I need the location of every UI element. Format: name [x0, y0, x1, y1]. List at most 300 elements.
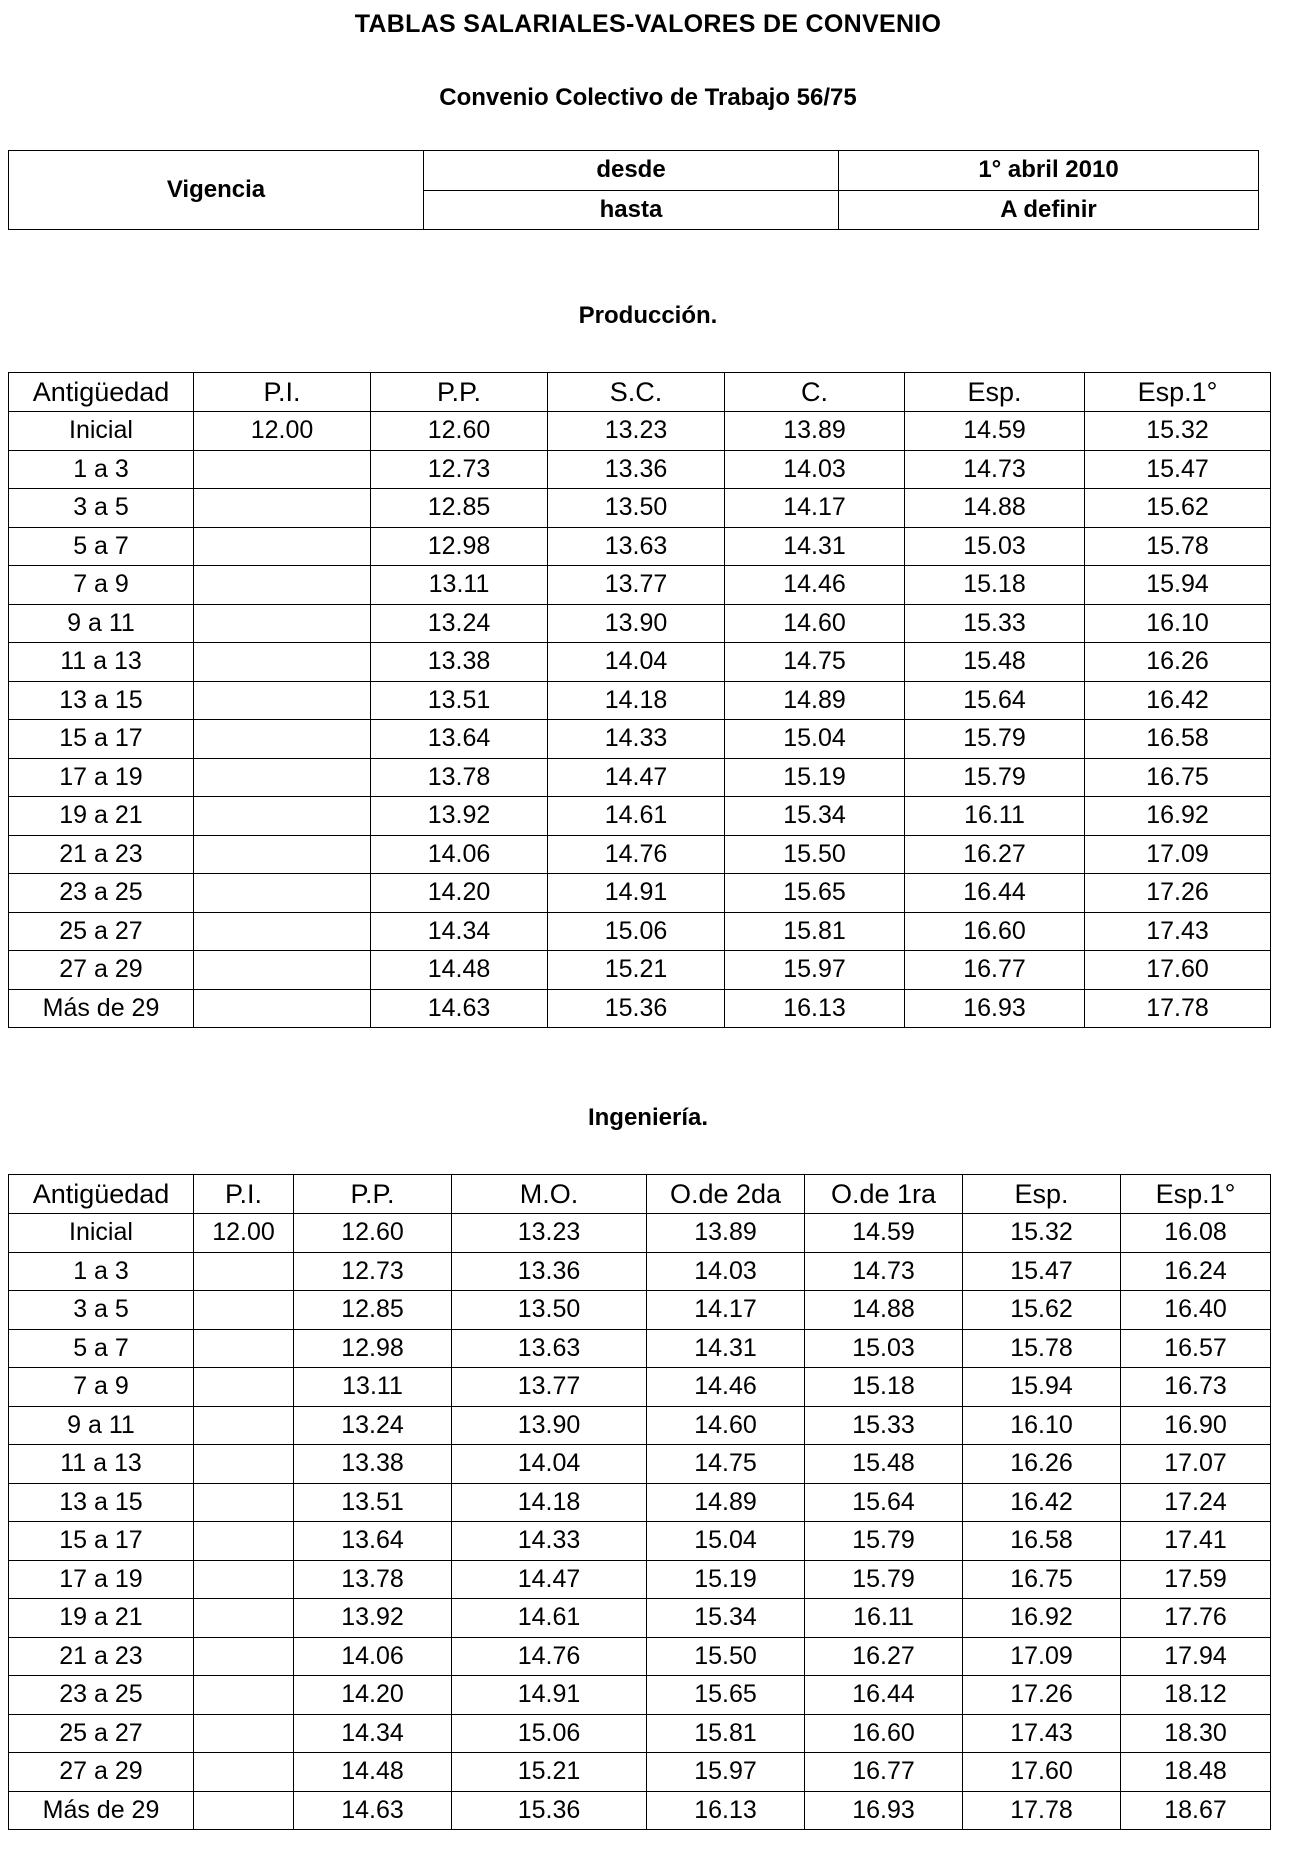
column-header: S.C.: [548, 373, 725, 412]
salary-cell: 16.11: [805, 1599, 963, 1638]
salary-cell: 16.60: [905, 912, 1085, 951]
salary-cell: [194, 758, 371, 797]
salary-cell: 14.34: [294, 1714, 452, 1753]
salary-cell: 12.98: [294, 1329, 452, 1368]
salary-cell: 15.18: [905, 566, 1085, 605]
antiguedad-cell: 27 a 29: [9, 951, 194, 990]
salary-cell: 15.65: [725, 874, 905, 913]
salary-cell: 16.08: [1121, 1214, 1271, 1253]
produccion-table: [8, 372, 1271, 1028]
antiguedad-cell: 5 a 7: [9, 1329, 194, 1368]
table-row: [9, 1676, 1271, 1715]
salary-cell: 15.79: [805, 1560, 963, 1599]
salary-cell: 15.62: [1085, 489, 1271, 528]
ingenieria-header-row: [9, 1175, 1271, 1214]
salary-cell: 14.31: [725, 527, 905, 566]
salary-cell: 15.47: [1085, 450, 1271, 489]
column-header: O.de 1ra: [805, 1175, 963, 1214]
salary-cell: [194, 604, 371, 643]
salary-cell: 17.26: [1085, 874, 1271, 913]
salary-cell: 17.60: [1085, 951, 1271, 990]
table-row: [9, 912, 1271, 951]
salary-cell: [194, 1329, 294, 1368]
salary-cell: 15.19: [725, 758, 905, 797]
salary-cell: 12.00: [194, 412, 371, 451]
vigencia-label: Vigencia: [9, 151, 424, 230]
table-row: [9, 1791, 1271, 1830]
salary-cell: 15.81: [725, 912, 905, 951]
salary-cell: 15.19: [647, 1560, 805, 1599]
salary-cell: 17.94: [1121, 1637, 1271, 1676]
salary-cell: 14.88: [905, 489, 1085, 528]
salary-cell: 15.64: [905, 681, 1085, 720]
page-subtitle: Convenio Colectivo de Trabajo 56/75: [439, 84, 857, 111]
table-row: [9, 643, 1271, 682]
salary-cell: 14.18: [548, 681, 725, 720]
table-row: [9, 1406, 1271, 1445]
salary-cell: 14.61: [548, 797, 725, 836]
salary-cell: 18.67: [1121, 1791, 1271, 1830]
salary-cell: 14.20: [294, 1676, 452, 1715]
salary-cell: 15.32: [1085, 412, 1271, 451]
table-row: [9, 720, 1271, 759]
vigencia-hasta-label: hasta: [424, 190, 839, 230]
salary-cell: 16.24: [1121, 1252, 1271, 1291]
salary-cell: 15.36: [548, 989, 725, 1028]
salary-cell: 16.93: [905, 989, 1085, 1028]
table-row: [9, 1714, 1271, 1753]
column-header: Esp.1°: [1121, 1175, 1271, 1214]
table-row: [9, 758, 1271, 797]
antiguedad-cell: Más de 29: [9, 1791, 194, 1830]
salary-cell: 15.36: [452, 1791, 647, 1830]
salary-cell: 18.48: [1121, 1753, 1271, 1792]
salary-cell: 16.92: [963, 1599, 1121, 1638]
salary-cell: 13.77: [452, 1368, 647, 1407]
salary-cell: 14.47: [548, 758, 725, 797]
salary-cell: 14.46: [725, 566, 905, 605]
salary-cell: 12.85: [294, 1291, 452, 1330]
salary-cell: 13.64: [294, 1522, 452, 1561]
salary-cell: 14.04: [548, 643, 725, 682]
salary-cell: 15.34: [725, 797, 905, 836]
salary-cell: 16.11: [905, 797, 1085, 836]
salary-cell: 13.50: [548, 489, 725, 528]
salary-cell: [194, 1406, 294, 1445]
table-row: [9, 527, 1271, 566]
produccion-header-row: [9, 373, 1271, 412]
salary-cell: 16.75: [1085, 758, 1271, 797]
salary-cell: [194, 1714, 294, 1753]
table-row: [9, 1753, 1271, 1792]
salary-cell: 16.93: [805, 1791, 963, 1830]
salary-cell: 13.36: [548, 450, 725, 489]
salary-cell: 16.44: [905, 874, 1085, 913]
salary-cell: 14.59: [805, 1214, 963, 1253]
table-row: [9, 681, 1271, 720]
salary-cell: 15.79: [905, 758, 1085, 797]
salary-cell: [194, 835, 371, 874]
salary-cell: [194, 1560, 294, 1599]
salary-cell: 15.64: [805, 1483, 963, 1522]
table-row: [9, 835, 1271, 874]
antiguedad-cell: 17 a 19: [9, 758, 194, 797]
salary-cell: 14.61: [452, 1599, 647, 1638]
antiguedad-cell: 19 a 21: [9, 1599, 194, 1638]
salary-cell: 17.24: [1121, 1483, 1271, 1522]
salary-cell: 16.57: [1121, 1329, 1271, 1368]
salary-cell: 14.34: [371, 912, 548, 951]
salary-cell: 14.73: [905, 450, 1085, 489]
table-row: [9, 1252, 1271, 1291]
salary-cell: [194, 681, 371, 720]
salary-cell: 16.42: [1085, 681, 1271, 720]
antiguedad-cell: 7 a 9: [9, 1368, 194, 1407]
salary-cell: 13.50: [452, 1291, 647, 1330]
salary-cell: 14.59: [905, 412, 1085, 451]
table-row: [9, 489, 1271, 528]
salary-cell: 18.30: [1121, 1714, 1271, 1753]
vigencia-hasta-value: A definir: [839, 190, 1259, 230]
salary-cell: 12.60: [294, 1214, 452, 1253]
salary-cell: [194, 450, 371, 489]
salary-cell: [194, 1791, 294, 1830]
salary-cell: 13.78: [294, 1560, 452, 1599]
salary-cell: 16.58: [1085, 720, 1271, 759]
salary-cell: 14.63: [371, 989, 548, 1028]
ingenieria-title: Ingeniería.: [587, 1104, 709, 1131]
salary-cell: 14.17: [725, 489, 905, 528]
salary-cell: 14.47: [452, 1560, 647, 1599]
antiguedad-cell: 3 a 5: [9, 1291, 194, 1330]
salary-cell: 14.60: [725, 604, 905, 643]
salary-cell: 14.89: [647, 1483, 805, 1522]
antiguedad-cell: Inicial: [9, 1214, 194, 1253]
table-row: [9, 1637, 1271, 1676]
column-header: P.P.: [294, 1175, 452, 1214]
antiguedad-cell: 13 a 15: [9, 681, 194, 720]
table-row: [9, 1445, 1271, 1484]
salary-cell: 14.06: [294, 1637, 452, 1676]
antiguedad-cell: 11 a 13: [9, 1445, 194, 1484]
vigencia-table: [8, 150, 1259, 230]
salary-cell: 14.48: [294, 1753, 452, 1792]
table-row: [9, 874, 1271, 913]
salary-cell: 13.23: [452, 1214, 647, 1253]
salary-cell: 12.98: [371, 527, 548, 566]
column-header: C.: [725, 373, 905, 412]
salary-cell: 15.32: [963, 1214, 1121, 1253]
salary-cell: [194, 489, 371, 528]
salary-cell: 14.31: [647, 1329, 805, 1368]
salary-cell: 13.23: [548, 412, 725, 451]
salary-cell: [194, 1676, 294, 1715]
salary-cell: 13.92: [371, 797, 548, 836]
antiguedad-cell: 13 a 15: [9, 1483, 194, 1522]
salary-cell: 16.27: [905, 835, 1085, 874]
salary-cell: 16.75: [963, 1560, 1121, 1599]
salary-cell: 13.24: [294, 1406, 452, 1445]
antiguedad-cell: 5 a 7: [9, 527, 194, 566]
column-header: P.P.: [371, 373, 548, 412]
table-row: [9, 1368, 1271, 1407]
salary-cell: 17.09: [1085, 835, 1271, 874]
salary-cell: [194, 1637, 294, 1676]
antiguedad-cell: 25 a 27: [9, 912, 194, 951]
salary-cell: 15.06: [452, 1714, 647, 1753]
antiguedad-cell: 15 a 17: [9, 1522, 194, 1561]
salary-cell: 13.38: [371, 643, 548, 682]
salary-cell: [194, 1252, 294, 1291]
salary-cell: 14.76: [548, 835, 725, 874]
table-row: [9, 1214, 1271, 1253]
table-row: [9, 1599, 1271, 1638]
antiguedad-cell: 19 a 21: [9, 797, 194, 836]
salary-cell: 16.13: [725, 989, 905, 1028]
salary-cell: 16.10: [963, 1406, 1121, 1445]
salary-cell: 16.44: [805, 1676, 963, 1715]
vigencia-desde-value: 1° abril 2010: [839, 151, 1259, 191]
salary-cell: 15.34: [647, 1599, 805, 1638]
salary-cell: 13.64: [371, 720, 548, 759]
vigencia-row-desde: [9, 151, 1259, 191]
column-header: Antigüedad: [9, 1175, 194, 1214]
salary-cell: [194, 643, 371, 682]
antiguedad-cell: 21 a 23: [9, 1637, 194, 1676]
salary-cell: 18.12: [1121, 1676, 1271, 1715]
column-header: P.I.: [194, 1175, 294, 1214]
salary-cell: 16.60: [805, 1714, 963, 1753]
salary-cell: 17.78: [963, 1791, 1121, 1830]
table-row: [9, 566, 1271, 605]
salary-cell: 13.63: [548, 527, 725, 566]
table-row: [9, 797, 1271, 836]
salary-cell: 13.51: [371, 681, 548, 720]
column-header: Esp.: [905, 373, 1085, 412]
salary-cell: 15.50: [647, 1637, 805, 1676]
salary-cell: 15.78: [963, 1329, 1121, 1368]
salary-cell: 15.21: [548, 951, 725, 990]
table-row: [9, 450, 1271, 489]
salary-cell: [194, 1483, 294, 1522]
salary-cell: 15.47: [963, 1252, 1121, 1291]
salary-cell: 13.78: [371, 758, 548, 797]
antiguedad-cell: 27 a 29: [9, 1753, 194, 1792]
salary-cell: 13.63: [452, 1329, 647, 1368]
salary-cell: 17.43: [963, 1714, 1121, 1753]
salary-cell: 16.90: [1121, 1406, 1271, 1445]
table-row: [9, 1522, 1271, 1561]
table-row: [9, 412, 1271, 451]
salary-cell: 14.63: [294, 1791, 452, 1830]
column-header: O.de 2da: [647, 1175, 805, 1214]
column-header: P.I.: [194, 373, 371, 412]
salary-cell: 13.24: [371, 604, 548, 643]
salary-cell: 16.92: [1085, 797, 1271, 836]
salary-cell: 17.78: [1085, 989, 1271, 1028]
vigencia-desde-label: desde: [424, 151, 839, 191]
salary-cell: 15.62: [963, 1291, 1121, 1330]
salary-cell: 15.18: [805, 1368, 963, 1407]
salary-cell: 16.77: [905, 951, 1085, 990]
antiguedad-cell: Más de 29: [9, 989, 194, 1028]
salary-cell: 13.77: [548, 566, 725, 605]
salary-cell: 14.06: [371, 835, 548, 874]
table-row: [9, 1291, 1271, 1330]
salary-cell: 12.73: [371, 450, 548, 489]
salary-cell: 15.48: [805, 1445, 963, 1484]
salary-cell: [194, 1753, 294, 1792]
salary-cell: 14.20: [371, 874, 548, 913]
salary-cell: 15.48: [905, 643, 1085, 682]
salary-cell: 14.46: [647, 1368, 805, 1407]
salary-cell: 17.09: [963, 1637, 1121, 1676]
salary-cell: 16.73: [1121, 1368, 1271, 1407]
salary-cell: 13.90: [452, 1406, 647, 1445]
antiguedad-cell: 23 a 25: [9, 874, 194, 913]
table-row: [9, 604, 1271, 643]
salary-cell: [194, 1522, 294, 1561]
salary-cell: 16.10: [1085, 604, 1271, 643]
salary-cell: 15.50: [725, 835, 905, 874]
salary-cell: 16.13: [647, 1791, 805, 1830]
salary-cell: 14.17: [647, 1291, 805, 1330]
salary-cell: 13.92: [294, 1599, 452, 1638]
salary-cell: [194, 1368, 294, 1407]
antiguedad-cell: 7 a 9: [9, 566, 194, 605]
salary-cell: 13.89: [725, 412, 905, 451]
salary-cell: 12.85: [371, 489, 548, 528]
antiguedad-cell: 17 a 19: [9, 1560, 194, 1599]
salary-cell: 15.97: [725, 951, 905, 990]
salary-cell: 14.60: [647, 1406, 805, 1445]
salary-cell: 13.36: [452, 1252, 647, 1291]
salary-cell: 13.38: [294, 1445, 452, 1484]
salary-cell: [194, 951, 371, 990]
column-header: Esp.: [963, 1175, 1121, 1214]
salary-cell: 17.07: [1121, 1445, 1271, 1484]
salary-cell: 14.91: [452, 1676, 647, 1715]
salary-cell: 15.03: [905, 527, 1085, 566]
salary-cell: 12.60: [371, 412, 548, 451]
salary-cell: 16.26: [963, 1445, 1121, 1484]
salary-cell: 16.58: [963, 1522, 1121, 1561]
salary-cell: 14.89: [725, 681, 905, 720]
salary-cell: 13.90: [548, 604, 725, 643]
salary-cell: 15.81: [647, 1714, 805, 1753]
salary-cell: 13.89: [647, 1214, 805, 1253]
salary-cell: 15.33: [805, 1406, 963, 1445]
salary-cell: 13.51: [294, 1483, 452, 1522]
salary-cell: 14.75: [647, 1445, 805, 1484]
salary-cell: 14.04: [452, 1445, 647, 1484]
salary-cell: [194, 1291, 294, 1330]
salary-cell: 16.42: [963, 1483, 1121, 1522]
page-title: TABLAS SALARIALES-VALORES DE CONVENIO: [354, 10, 942, 38]
salary-cell: 14.18: [452, 1483, 647, 1522]
salary-cell: 15.94: [1085, 566, 1271, 605]
salary-cell: [194, 989, 371, 1028]
salary-cell: [194, 874, 371, 913]
ingenieria-table: [8, 1174, 1271, 1830]
table-row: [9, 989, 1271, 1028]
antiguedad-cell: 3 a 5: [9, 489, 194, 528]
salary-cell: 16.40: [1121, 1291, 1271, 1330]
salary-cell: 13.11: [371, 566, 548, 605]
salary-cell: 15.03: [805, 1329, 963, 1368]
salary-cell: [194, 797, 371, 836]
salary-cell: [194, 566, 371, 605]
salary-cell: [194, 527, 371, 566]
table-row: [9, 1329, 1271, 1368]
antiguedad-cell: Inicial: [9, 412, 194, 451]
column-header: M.O.: [452, 1175, 647, 1214]
antiguedad-cell: 1 a 3: [9, 1252, 194, 1291]
salary-cell: 14.75: [725, 643, 905, 682]
column-header: Antigüedad: [9, 373, 194, 412]
salary-cell: 14.48: [371, 951, 548, 990]
salary-cell: 12.00: [194, 1214, 294, 1253]
salary-cell: 16.77: [805, 1753, 963, 1792]
salary-cell: 17.59: [1121, 1560, 1271, 1599]
salary-cell: 15.97: [647, 1753, 805, 1792]
column-header: Esp.1°: [1085, 373, 1271, 412]
salary-cell: 14.88: [805, 1291, 963, 1330]
salary-cell: 14.76: [452, 1637, 647, 1676]
antiguedad-cell: 25 a 27: [9, 1714, 194, 1753]
salary-cell: 15.79: [805, 1522, 963, 1561]
antiguedad-cell: 9 a 11: [9, 1406, 194, 1445]
salary-cell: 15.33: [905, 604, 1085, 643]
antiguedad-cell: 23 a 25: [9, 1676, 194, 1715]
salary-cell: 14.91: [548, 874, 725, 913]
antiguedad-cell: 15 a 17: [9, 720, 194, 759]
salary-cell: [194, 720, 371, 759]
salary-cell: 17.76: [1121, 1599, 1271, 1638]
salary-cell: [194, 912, 371, 951]
salary-cell: 17.60: [963, 1753, 1121, 1792]
salary-cell: 14.03: [647, 1252, 805, 1291]
salary-cell: 14.73: [805, 1252, 963, 1291]
antiguedad-cell: 9 a 11: [9, 604, 194, 643]
salary-cell: 15.65: [647, 1676, 805, 1715]
salary-cell: 15.06: [548, 912, 725, 951]
salary-cell: [194, 1599, 294, 1638]
salary-cell: 15.04: [647, 1522, 805, 1561]
table-row: [9, 1483, 1271, 1522]
salary-cell: 15.79: [905, 720, 1085, 759]
salary-cell: 14.33: [548, 720, 725, 759]
salary-cell: [194, 1445, 294, 1484]
salary-cell: 15.78: [1085, 527, 1271, 566]
salary-cell: 15.04: [725, 720, 905, 759]
salary-cell: 15.94: [963, 1368, 1121, 1407]
salary-cell: 13.11: [294, 1368, 452, 1407]
salary-cell: 17.43: [1085, 912, 1271, 951]
salary-cell: 14.03: [725, 450, 905, 489]
salary-cell: 14.33: [452, 1522, 647, 1561]
salary-cell: 16.26: [1085, 643, 1271, 682]
table-row: [9, 1560, 1271, 1599]
antiguedad-cell: 21 a 23: [9, 835, 194, 874]
antiguedad-cell: 11 a 13: [9, 643, 194, 682]
antiguedad-cell: 1 a 3: [9, 450, 194, 489]
salary-cell: 17.26: [963, 1676, 1121, 1715]
salary-cell: 12.73: [294, 1252, 452, 1291]
salary-cell: 16.27: [805, 1637, 963, 1676]
table-row: [9, 951, 1271, 990]
salary-cell: 15.21: [452, 1753, 647, 1792]
